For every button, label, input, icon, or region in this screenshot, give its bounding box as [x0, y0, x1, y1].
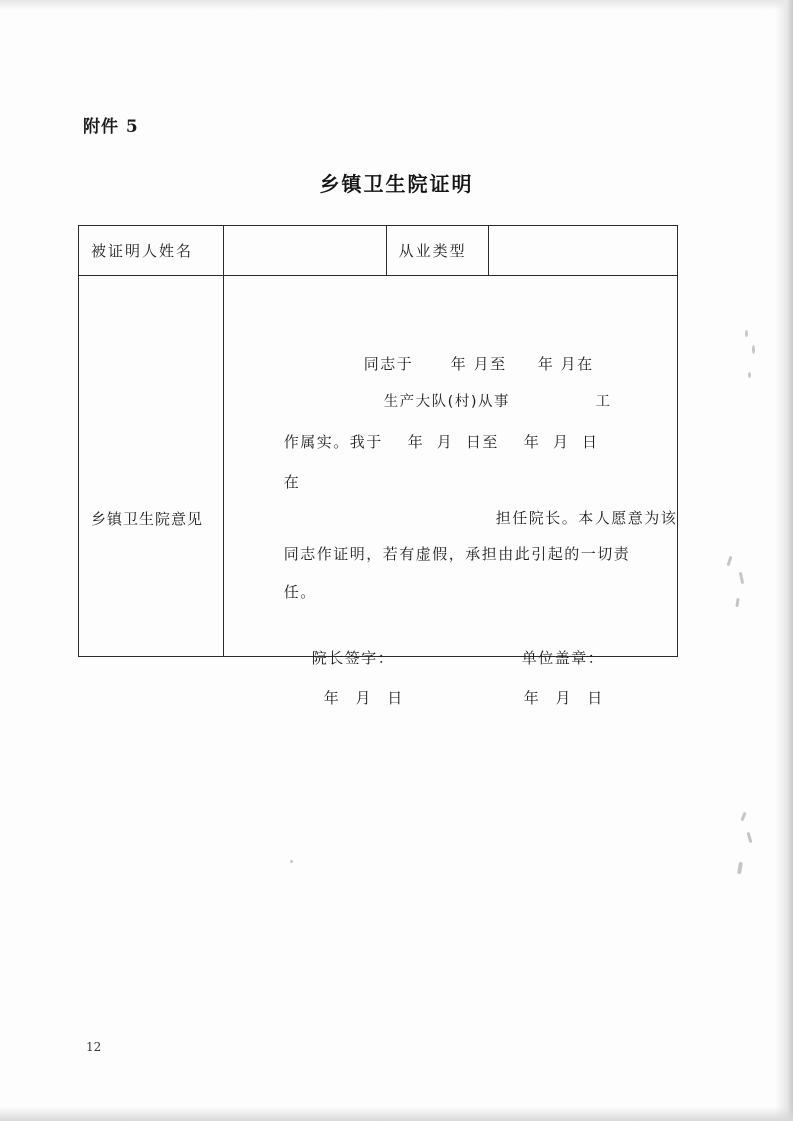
director-signature-label: 院长签字：	[311, 649, 395, 667]
scan-edge-top	[0, 0, 793, 10]
table-row-person-info	[79, 226, 678, 276]
cell-opinion-body[interactable]	[223, 276, 678, 707]
scan-speck	[290, 860, 293, 863]
certificate-form-table	[78, 225, 678, 707]
page-title: 乡镇卫生院证明	[319, 172, 474, 196]
table-row-opinion	[79, 276, 678, 657]
type-value-text	[489, 226, 677, 254]
opinion-line-5: 担任院长。本人愿意为该	[495, 509, 678, 527]
opinion-line-3: 作属实。我于 年 月 日至 年 月 日	[283, 433, 599, 451]
scan-speck	[737, 862, 743, 875]
scan-speck	[745, 330, 748, 337]
attachment-label: 附件 5	[83, 117, 139, 137]
scan-speck	[739, 572, 744, 584]
signature-date-line: 年 月 日	[323, 689, 409, 707]
scan-speck	[748, 372, 751, 378]
opinion-line-4: 在	[283, 473, 301, 491]
opinion-line-2: 生产大队(村)从事 工	[383, 394, 612, 410]
opinion-line-6: 同志作证明，若有虚假，承担由此引起的一切责	[283, 545, 631, 563]
cell-type-label	[386, 226, 488, 276]
scan-speck	[752, 345, 755, 354]
type-label-text: 从业类型	[398, 242, 467, 260]
cell-name-value[interactable]	[223, 226, 386, 276]
opinion-line-7: 任。	[283, 583, 317, 601]
opinion-line-1: 同志于 年 月至 年 月在	[363, 355, 594, 373]
page-number: 12	[86, 1040, 102, 1054]
scan-speck	[747, 832, 753, 843]
name-value-text	[224, 226, 386, 254]
cell-opinion-label	[79, 276, 224, 657]
unit-seal-label: 单位盖章：	[521, 649, 605, 667]
scan-speck	[740, 812, 746, 821]
seal-date-line: 年 月 日	[523, 689, 609, 707]
opinion-label-text: 乡镇卫生院意见	[91, 510, 204, 528]
cell-type-value[interactable]	[488, 226, 677, 276]
name-label-text: 被证明人姓名	[91, 242, 194, 260]
scan-edge-bottom	[0, 1107, 793, 1121]
scan-speck	[727, 556, 733, 566]
cell-name-label	[79, 226, 224, 276]
scan-speck	[735, 598, 739, 607]
